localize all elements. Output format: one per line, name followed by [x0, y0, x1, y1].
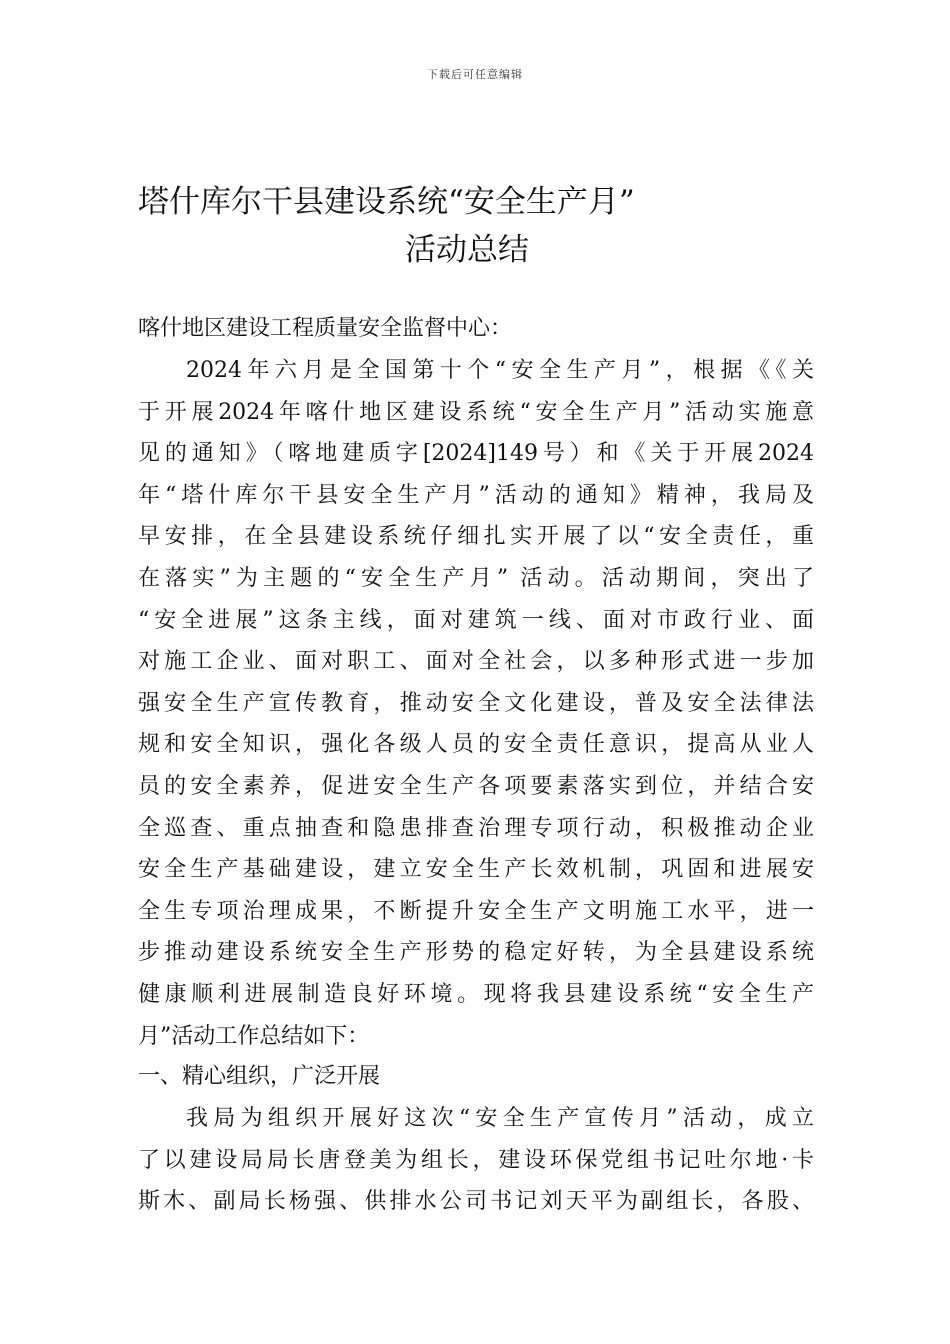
paragraph-line: 步推动建设系统安全生产形势的稳定好转，为全县建设系统 [138, 940, 814, 966]
paragraph-line: 我局为组织开展好这次“安全生产宣传月”活动，成立 [186, 1106, 814, 1131]
header-note: 下载后可任意编辑 [427, 68, 523, 81]
paragraph-1 [138, 350, 814, 1057]
document-title-line-2: 活动总结 [405, 232, 529, 268]
salutation: 喀什地区建设工程质量安全监督中心： [138, 316, 513, 341]
paragraph-2 [138, 1098, 814, 1223]
paragraph-line: 全巡查、重点抽查和隐患排查治理专项行动，积极推动企业 [138, 815, 814, 841]
paragraph-line: 2024年六月是全国第十个“安全生产月”，根据《《关 [186, 358, 814, 383]
paragraph-line: 员的安全素养，促进安全生产各项要素落实到位，并结合安 [138, 773, 814, 799]
section-heading-1: 一、精心组织，广泛开展 [138, 1064, 381, 1089]
document-title-line-1: 塔什库尔干县建设系统“安全生产月” [138, 184, 635, 220]
paragraph-line: 斯木、副局长杨强、供排水公司书记刘天平为副组长，各股、 [138, 1189, 814, 1215]
paragraph-line: 健康顺利进展制造良好环境。现将我县建设系统“安全生产 [138, 981, 814, 1007]
paragraph-line: 早安排，在全县建设系统仔细扎实开展了以“安全责任，重 [138, 524, 814, 550]
paragraph-line: 在落实”为主题的“安全生产月” 活动。活动期间，突出了 [138, 565, 814, 591]
paragraph-line: 见的通知》（喀地建质字[2024]149号）和《关于开展2024 [138, 441, 814, 467]
paragraph-line: 安全生产基础建设，建立安全生产长效机制，巩固和进展安 [138, 857, 814, 883]
paragraph-line: 全生专项治理成果，不断提升安全生产文明施工水平，进一 [138, 898, 814, 924]
paragraph-line: “安全进展”这条主线，面对建筑一线、面对市政行业、面 [138, 607, 814, 633]
paragraph-line: 强安全生产宣传教育，推动安全文化建设，普及安全法律法 [138, 690, 814, 716]
paragraph-line: 年“塔什库尔干县安全生产月”活动的通知》精神，我局及 [138, 482, 814, 508]
paragraph-line: 对施工企业、面对职工、面对全社会，以多种形式进一步加 [138, 649, 814, 675]
paragraph-line: 规和安全知识，强化各级人员的安全责任意识，提高从业人 [138, 732, 814, 758]
paragraph-line: 于开展2024年喀什地区建设系统“安全生产月”活动实施意 [138, 399, 814, 425]
paragraph-line: 了以建设局局长唐登美为组长，建设环保党组书记吐尔地·卡 [138, 1147, 814, 1173]
paragraph-line: 月”活动工作总结如下： [138, 1023, 370, 1049]
